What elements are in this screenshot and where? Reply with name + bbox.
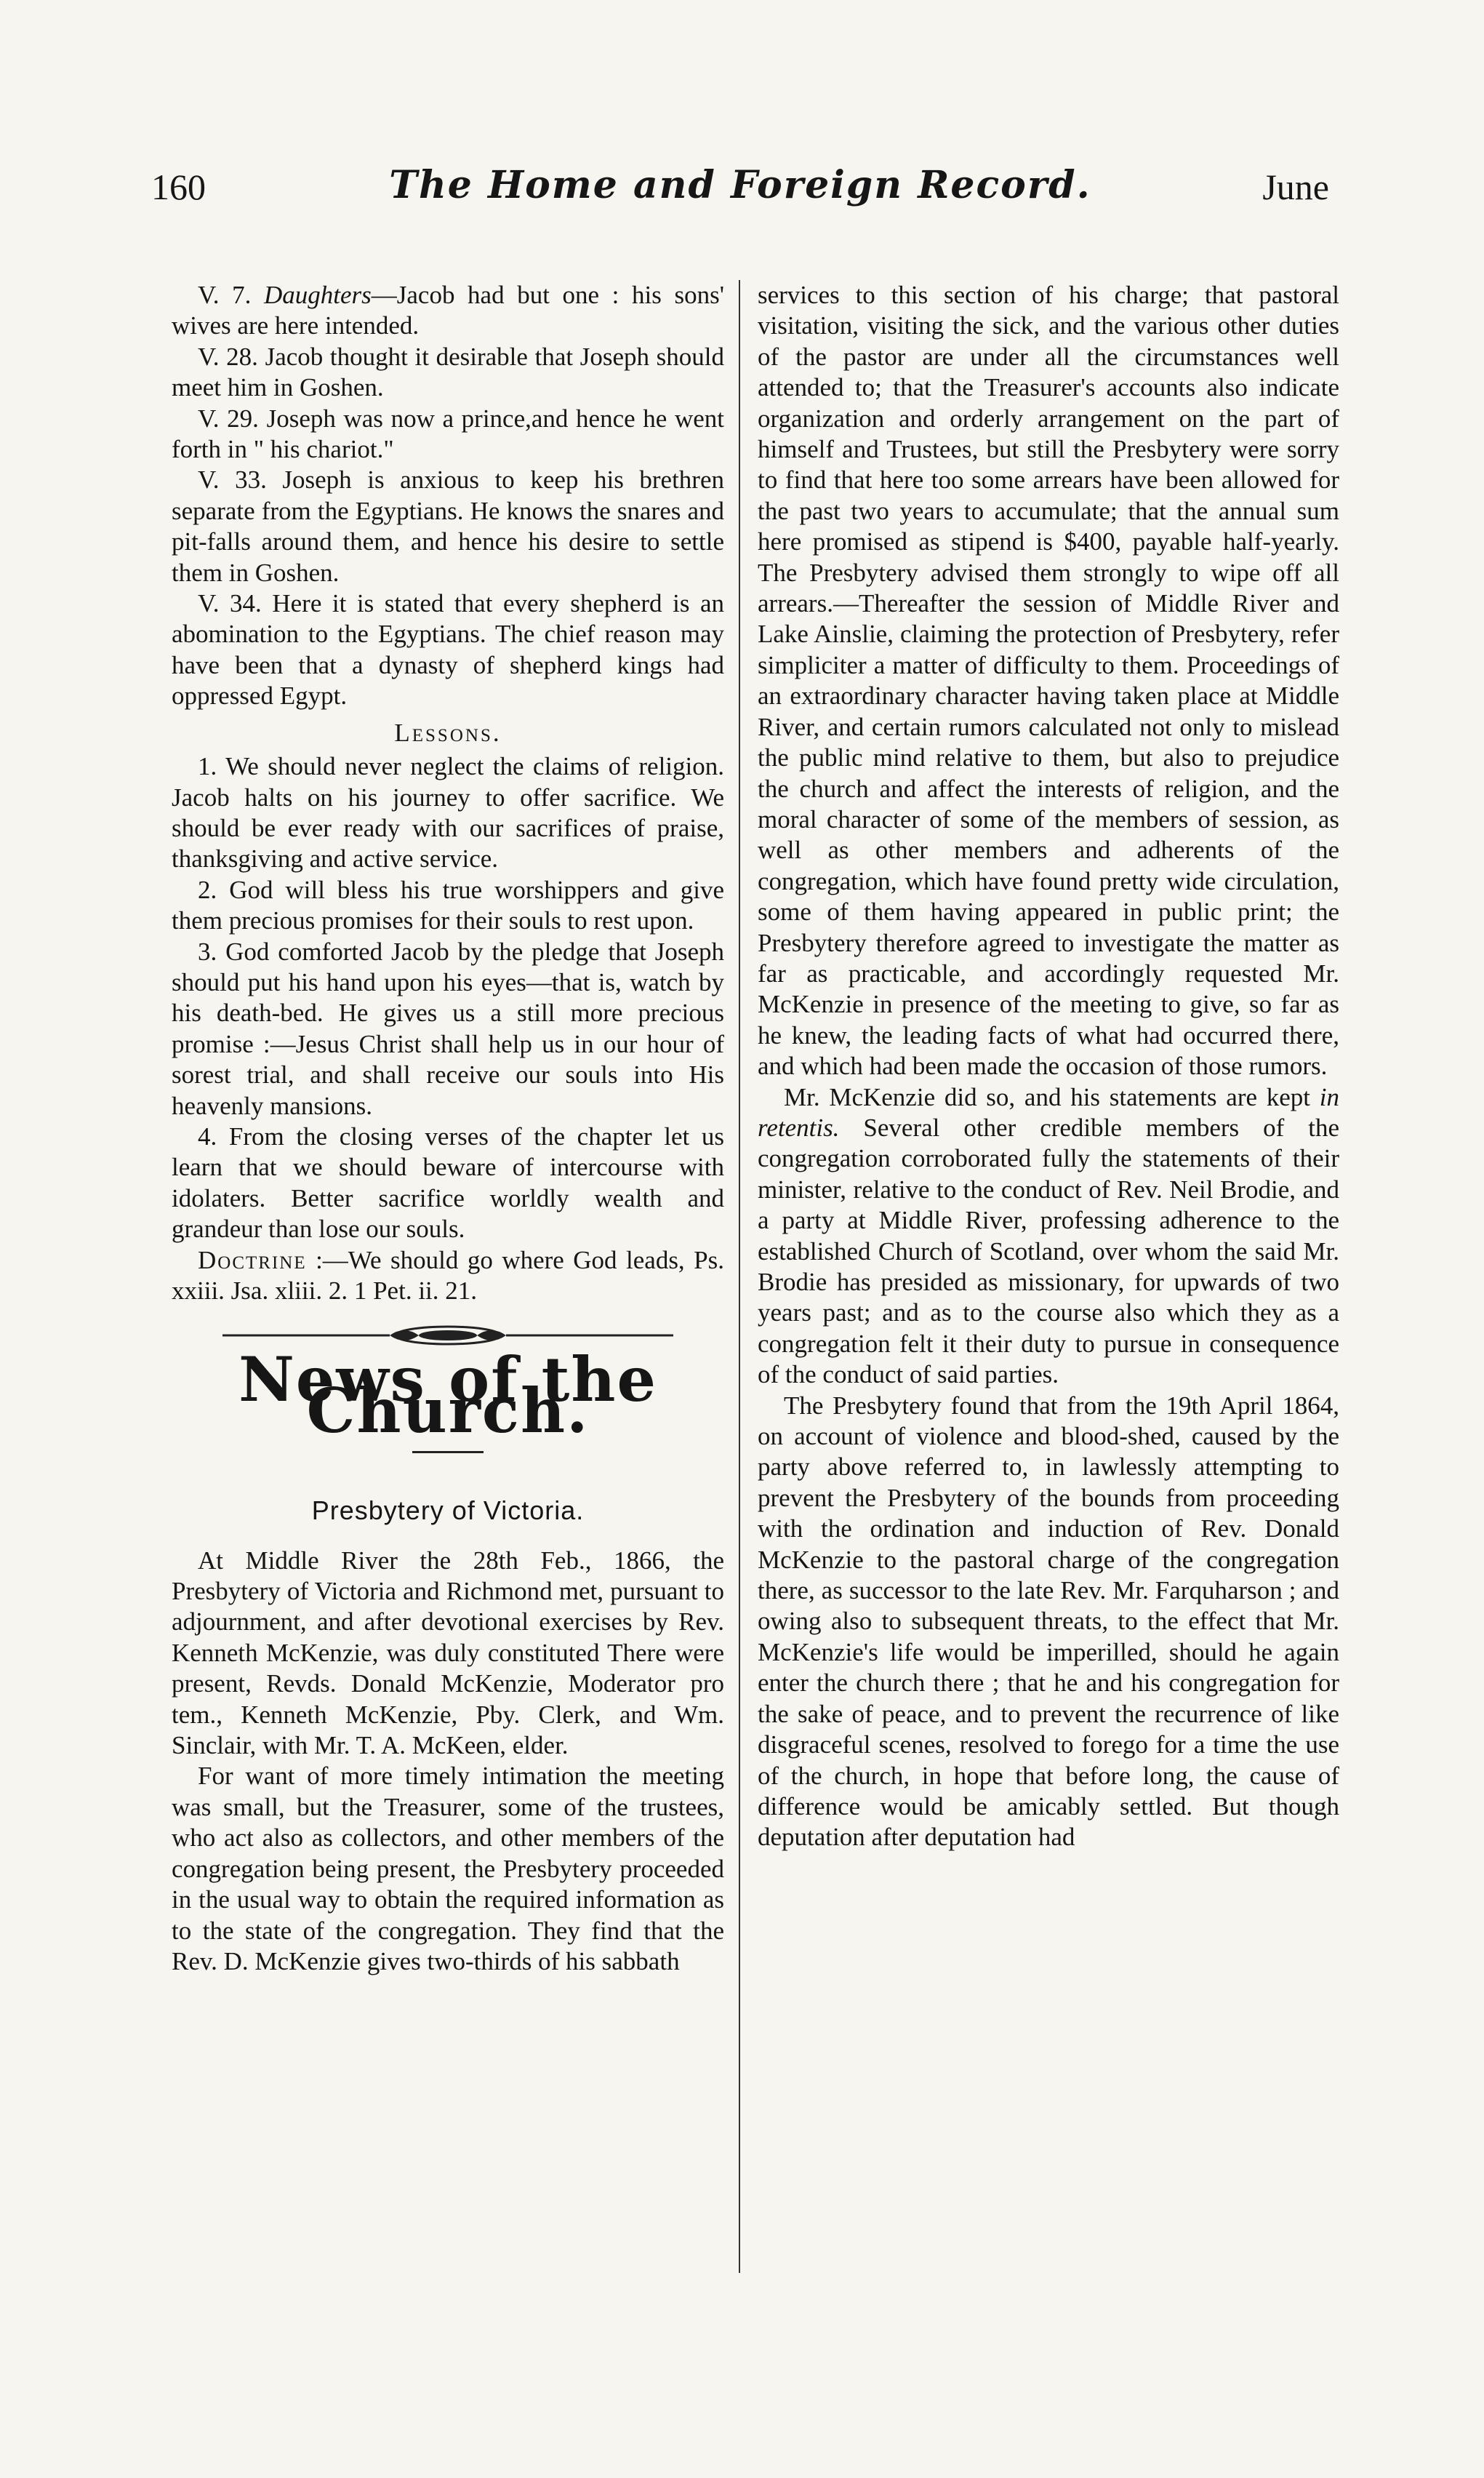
- short-rule: [412, 1451, 484, 1453]
- lesson-item: 3. God comforted Jacob by the pledge that Joseph should put his hand upon his eyes—that is, watch by his death-bed. He gives us a still more precious promise :—Jesus Christ shall help us in our hour of sorest trial, and shall receive our souls into His heavenly mansions.: [172, 937, 724, 1120]
- running-head: [151, 163, 1329, 224]
- body-paragraph: At Middle River the 28th Feb., 1866, the Presbytery of Victoria and Richmond met, pursuant to adjournment, and after devotional exercises by Rev. Kenneth McKenzie, was duly constituted There were present, Revds. Donald McKenzie, Moderator pro tem., Kenneth McKenzie, Pby. Clerk, and Wm. Sinclair, with Mr. T. A. McKeen, elder.: [172, 1546, 724, 1760]
- lesson-item: 2. God will bless his true worshippers and give them precious promises for their souls to rest upon.: [172, 875, 724, 935]
- doctrine-text: :—We should go where God leads, Ps. xxiii. Jsa. xliii. 2. 1 Pet. ii. 21.: [172, 1245, 724, 1305]
- lessons-heading: Lessons.: [394, 718, 502, 747]
- doctrine: [172, 1245, 724, 1307]
- left-column: [172, 280, 724, 1977]
- issue-month: June: [1262, 167, 1329, 207]
- news-heading: News of the Church.: [238, 1343, 657, 1447]
- body-paragraph: services to this section of his charge; that pastoral visitation, visiting the sick, and the various other duties of the pastor are under all the circumstances well attended to; that the Treasurer's accounts also indicate organization and orderly arrangement on the part of himself and Trustees, but still the Presbytery were sorry to find that here too some arrears have been allowed for the past two years to accumulate; that the annual sum here promised as stipend is $400, payable half-yearly. The Presbytery advised them strongly to wipe off all arrears.—Thereafter the session of Middle River and Lake Ainslie, claiming the protection of Presbytery, refer simpliciter a matter of difficulty to them. Proceedings of an extraordinary character having taken place at Middle River, and certain rumors calculated not only to mislead the public mind relative to them, but also to prejudice the church and affect the interests of religion, and the moral character of some of the members of session, as well as other members and adherents of the congregation, which have found pretty wide circulation, some of them having appeared in public print; the Presbytery therefore agreed to investigate the matter as far as practicable, and accordingly requested Mr. McKenzie in presence of the meeting to give, so far as he knew, the leading facts of what had occurred there, and which had been made the occasion of those rumors.: [758, 281, 1339, 1081]
- doctrine-label: Doctrine: [198, 1245, 307, 1274]
- body-paragraph: The Presbytery found that from the 19th April 1864, on account of violence and blood-shed, caused by the party above referred to, in lawlessly attempting to prevent the Presbytery of the bounds from proceeding with the ordination and induction of Rev. Donald McKenzie to the pastoral charge of the congregation there, as successor to the late Rev. Mr. Farquharson ; and owing also to subsequent threats, to the effect that Mr. McKenzie's life would be imperilled, should he again enter the church there ; that he and his congregation for the sake of peace, and to prevent the recurrence of like disgraceful scenes, resolved to forego for a time the use of the church, in hope that before long, the cause of difference would be amicably settled. But though deputation after deputation had: [758, 1391, 1339, 1852]
- verse-note: V. 29. Joseph was now a prince,and hence he went forth in " his chariot.": [172, 404, 725, 464]
- section-heading: Presbytery of Victoria.: [311, 1495, 585, 1526]
- journal-title: The Home and Foreign Record.: [389, 163, 1091, 207]
- lesson-item: 4. From the closing verses of the chapter let us learn that we should beware of intercourse with idolaters. Better sacrifice worldly wealth and grandeur than lose our souls.: [172, 1122, 724, 1244]
- column-divider: [739, 280, 740, 2273]
- lesson-item: 1. We should never neglect the claims of religion. Jacob halts on his journey to offer sacrifice. We should be ever ready with our sacrifices of praise, thanksgiving and active service.: [172, 752, 724, 874]
- verse-note: V. 33. Joseph is anxious to keep his brethren separate from the Egyptians. He knows the snares and pit-falls around them, and hence his desire to settle them in Goshen.: [172, 465, 724, 587]
- body-paragraph: Mr. McKenzie did so, and his statements are kept in retentis. Several other credible members of the congregation corroborated fully the statements of their minister, relative to the conduct of Rev. Neil Brodie, and a party at Middle River, professing adherence to the established Church of Scotland, over whom the said Mr. Brodie has presided as missionary, for upwards of two years past; and as to the course also which they as a congregation felt it their duty to pursue in consequence of the conduct of said parties.: [758, 1082, 1340, 1389]
- verse-note: V. 7. Daughters—Jacob had but one : his sons' wives are here intended.: [172, 281, 724, 340]
- body-paragraph: For want of more timely intimation the meeting was small, but the Treasurer, some of the trustees, who act also as collectors, and other members of the congregation being present, the Presbytery proceeded in the usual way to obtain the required information as to the state of the congregation. They find that the Rev. D. McKenzie gives two-thirds of his sabbath: [172, 1762, 724, 1975]
- verse-note: V. 34. Here it is stated that every shepherd is an abomination to the Egyptians. The chief reason may have been that a dynasty of shepherd kings had oppressed Egypt.: [172, 589, 725, 711]
- verse-note: V. 28. Jacob thought it desirable that Joseph should meet him in Goshen.: [172, 342, 724, 402]
- right-column: [758, 280, 1339, 1853]
- page-number: 160: [151, 167, 206, 207]
